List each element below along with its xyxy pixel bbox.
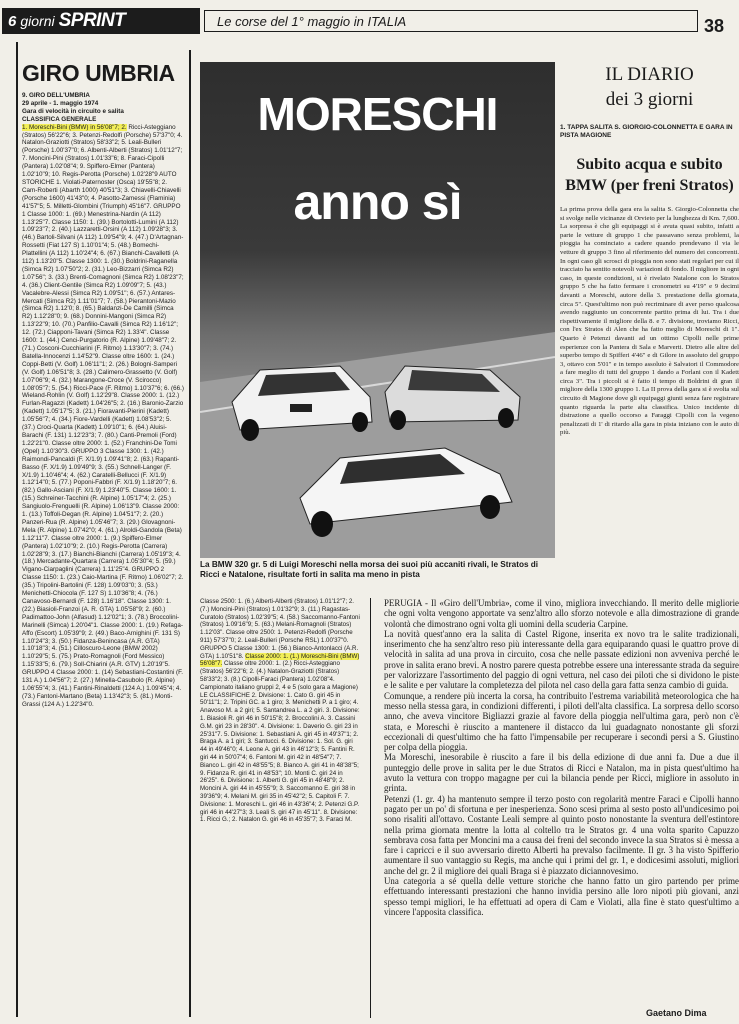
results-list: Ricci-Asteggiano (Stratos) 56'22"6; 3. Petenzi-Redolfi (Porsche) 57'37"0; 4. Natalon-Graziotti (Stratos) 58'33"2; 5. Leali-Bulleri (Porsche) 1.00'37"0; 6. Albenti-Alberti (Stratos) 1.01'12"7; 7. Moncini-Pini (Stratos) 1.01'33"6; 8. Faraci-Cipolli (Pantera) 1.02'08"4; 9. Spiffero-Elmer (Pantera) 1.02'10"9; 10. Regis-Perotta (Porsche) 1.02'28"9 AUTO STORICHE 1. Violati-Paternoster (Osca) 19'55"8; 2. Cam-Roberti (Abarth 1000) 40'51"3; 3. Chiavelli-Chiavelli (Porsche 1600) 41'43"0; 4. Pasotto-Zamessi (Flaminia) 41'57"5; 5. Milletti-Glombini (Triumph) 45'16"7. GRUPPO 1 Classe 1000: 1. (69.) Menestrina-Nardin (A 112) 1.13'25"7. Classe 1150: 1. (39.) Bortolotti-Lumini (A 112) 1.09'23"7; 2. (40.) Lazzaretti-Orsini (A 112) 1.09'28"3; 3. (46.) Bartoli-Silvani (A 112) 1.09'54"9; 4. (47.) D'Artagnan-Rossetti (Fiat 127 S) 1.10'01"4; 5. (48.) Bomechi-Plattellini (A 112) 1.10'24"4; 6. (67.) Bianchi-Cavalletti (A 112) 1.13'20"5. Classe 1300: 1. (30.) Boldrini-Raganella (Simca R2) 1.07'50"2; 2. (31.) Leo-Bizzarri (Simca R2) 1.07'56"; 3. (33.) Brenti-Comagnoni (Simca R2) 1.08'23"7; 4. (36.) Client-Gentile (Simca R2) 1.09'09"7; 5. (43.) Vacalebre-Alessi (Simca R2) 1.09'51"; 6. (57.) Antares-Mercati (Simca R2) 1.11'01"7; 7. (58.) Pierantoni-Mazio (Simca R2) 1.12'0; 8. (65.) Baldanzi-De Camilli (Simca R2) 1.12'28"0; 9. (68.) Donnini-Mangoni (Simca R2) 1.13'22"9; 10. (70.) Panfilio-Cavalli (Simca R2) 1.16'12"; 12. (72.) Ciapponi-Tavani (Simca R2) 1.33'4". Classe 1600: 1. (44.) Cenci-Purgatorio (R. Alpine) 1.09'48"7; 2. (71.) Cosconi-Cucchiarini (F. Ritmo) 1.13'30"7; 3. (74.) Batella-Innocenzi 1.14'52"9. Classe oltre 1600: 1. (24.) Coppi-Betti (V. Golf) 1.06'11"1; 2. (26.) Bologni-Samperi (V. Golf) 1.06'51"8; 3. (28.) Calimero-Grassetto (V. Golf) 1.07'06"9; 4. (32.) Marangone-Croce (V. Scirocco) 1.08'05"7; 5. (54.) Ricci-Pace (F. Ritmo) 1.10'37"6; 6. (66.) Wieland-Rohlin (V. Golf) 1.12'29"8. Classe 2000: 1. (12.) Furlan-Ragazzi (Kadett) 1.04'26"5; 2. (16.) Baronio-Zarzio (Kadett) 1.05'17"5; 3. (21.) Fioravanti-Pierini (Kadett) 1.05'56"7; 4. (34.) Fiore-Vardelli (Kadett) 1.08'53"2; 5. (37.) Croci-Quarta (Kadett) 1.09'10"1; 6. (64.) Aluisi-Barachi (F. 131) 1.12'23"3; 7. (80.) Canti-Premoli (Ford) 1.22'21"0. Classe oltre 2000: 1. (52.) Franchini-De Tomi (Opel) 1.10'30"3. GRUPPO 3 Classe 1300: 1. (42.) Raimondi-Pancaldi (F. X/1.9) 1.09'41"8; 2. (63.) Rapanti-Basso (F. X/1.9) 1.09'49"9; 3. (55.) Schnell-Langer (F. X/1.9) 1.10'46"4; 4. (62.) Caratelli-Bellucci (F. X/1.9) 1.12'14"0; 5. (77.) Poponi-Fabbri (F. X/1.9) 1.18'20"7; 6. (82.) Gallo-Asciani (F. X/1.9) 1.23'40"5. Classe 1600: 1. (15.) Schreiner-Tacchini (R. Alpine) 1.05'17"4; 2. (25.) Sangiuolo-Frenguelli (R. Alpine) 1.06'13"9. Classe 2000: 1. (13.) Toffoli-Degan (R. Alpine) 1.04'51"7; 2. (20.) Panzeri-Rua (R. Alpine) 1.05'46"7; 3. (29.) Glovagnoni-Mela (R. Alpine) 1.07'42"0; 4. (61.) Alroldi-Gandola (Beta) 1.12'11"7. Classe oltre 2000: 1. (9.) Spiffero-Elmer (Pantera) 1.02'10"9; 2. (10.) Regis-Perotta (Carrera) 1.02'28"9; 3. (17.) Bianchi-Bianchi (Carrera) 1.05'19"3; 4. (18.) Mercadante-Quartara (Carrera) 1.05'30"4; 5. (59.) Vigano-Ciarpaglini (Carrera) 1.11'25"4. GRUPPO 2 Classe 1150: 1. (23.) Caio-Martina (F. Ritmo) 1.06'02"7; 2. (35.) Tripolini-Bartolini (F. 128) 1.09'03"0; 3. (53.) Menichetti-Chiocola (F. 127 S) 1.10'36"8; 4. (76.) Canavoso-Bernardi (F. 128) 1.16'18". Classe 1300: 1. (22.) Biasioli-Franzoi (A. R. GTA) 1.05'58"9; 2. (60.) Padimattoo-John (Alfasud) 1.12'02"1; 3. (78.) Broccolini-Marinelli (Simca) 1.20'04"1. Classe 2000: 1. (19.) Refaga-Affo (Escort) 1.05'39"9; 2. (49.) Baco-Arnighini (F. 131 S) 1.10'24"3; 3. (50.) Fidanza-Benincasa (A.R. GTA) 1.10'18"3; 4. (51.) Cilloscuro-Leone (BMW 2002) 1.10'29"5; 5. (75.) Prato-Romagnoli (Ford Messico) 1.15'33"5; 6. (79.) Soll-Chiarini (A.R. GTV) 1.20'19"5. GRUPPO 4 Classe 2000: 1. (14) Sebastiani-Costantini (F. 131 A.) 1.04'56"7; 2. (27.) Minella-Casubolo (R. Alpine) 1.06'55"4; 3. (41.) Fantini-Rinaldetti (124 A.) 1.09'45"4; 4. (73.) Fantoni-Martano (Beta) 1.13'42"3; 5. (81.) Monti-Grassi (124 A.) 1.22'34"0. — [22, 123, 184, 708]
diary-column — [560, 62, 739, 438]
magazine-masthead — [2, 8, 200, 34]
highlight-winner: 1. Moreschi-Bini (BMW) in 56'08"7; 2. — [22, 123, 127, 131]
results-column — [22, 60, 184, 1015]
column-rule-1 — [189, 50, 191, 1017]
cars-illustration — [200, 262, 555, 558]
section-title: Le corse del 1° maggio in ITALIA — [217, 13, 407, 29]
diary-title-1: IL DIARIO — [605, 64, 694, 85]
diary-subheading: 1. TAPPA SALITA S. GIORGIO-COLONNETTA E GARA IN PISTA MAGIONE — [560, 124, 733, 139]
classes-column — [200, 598, 360, 824]
page-number: 38 — [704, 16, 725, 36]
column-rule-2 — [370, 598, 371, 1018]
article-body: PERUGIA - Il «Giro dell'Umbria», come il vino, migliora invecchiando. Il merito delle migliorie che ogni volta vengono apportate va senz'altro allo sforzo notevole e alla dimostrazione di grande volontà che dimostrano ogni volta gli uomini della scuderia Carpine. La novità quest'anno era la salita di Castel Rigone, inserita ex novo tra le salite tradizionali, inserimento che ha senz'altro reso più interessante della gara equiparando quasi le quattro prove di velocità in salita ad una prova in circuito, cosa che nelle passate edizioni non avveniva perché le prove in salita erano brevi. A nostro parere questa potrebbe essere una interessante strada da seguire per valorizzare l'assortimento del paggio di ogni vettura, nel caso dei piloti che si dividono le piste e le salite e per valutare la completezza del pilota nel caso della gara fatta senza cambio di guida. Comunque, a rendere più incerta la corsa, ha contribuito l'estrema variabilità meteorologica che ha messo nella stessa gara, in condizioni differenti, i piloti dell'alta classifica. La sorpresa dello scorso anno, che aveva vincitore Bigliazzi grazie al favore della pioggia nell'ultima gara, però non c'è stata, e Moreschi è riuscito a mantenere il distacco da lui guadagnato nonostante gli sforzi eccezionali di quest'ultimo che ha fatto l'impensabile per recuperare i secondi persi a S. Giustino per colpa della pioggia. Ma Moreschi, inesorabile è riuscito a fare il bis della edizione di due anni fa. Due a due il punteggio delle prove in salita per le due Stratos di Ricci e Natalon, ma in pista quest'ultimo ha avuto la vettura con troppo magagne per cui la bilancia pende per Ricci, migliore in assoluto in grinta. Petenzi (1. gr. 4) ha mantenuto sempre il terzo posto con regolarità mentre Faraci e Cipolli hanno pagato per un po' di sfortuna e per inesperienza. Sono scesi prima al sesto posto all'undicesimo poi sono risaliti all'ottavo. Costante Leali sempre al quinto posto nonostante la sventura dell'estintore nella prima giornata mentre la lotta al coltello tra le Stratos gr. 4 una volta sparito Capuzzo sembrava cosa fatta per Moncini ma a causa dei freni del secondo invece la sua Stratos si è messa a fare i capricci e il suo avversario diretto Alberti ha prevalso facilmente. Il gr. 3 ha visto Spifferio aumentare il suo vantaggio su Regis, ma anche qui i primi del gr. 1, e dodicesimi assoluti, migliori anche del gr. 2 il migliore dei quali Braga si è piazzato diciannovesimo. Una categoria a sé quella delle vetture storiche che hanno fatto un giro partendo per prime effettuando interessanti prestazioni che hanno invidia persino alle loro nipoti più giovani, anzi spesso tempi migliori, le ha effettuati ad opera di Cam e Violati, alla fine è stato quest'ultimo a vincere l'apposita classifica. — [384, 598, 739, 917]
section-header — [204, 10, 698, 32]
event-type: Gara di velocità in circuito e salita — [22, 107, 124, 115]
diary-headline: Subito acqua e subito BMW (per freni Stratos) — [565, 156, 734, 194]
race-photo — [200, 62, 555, 558]
event-dates: 29 aprile - 1. maggio 1974 — [22, 99, 99, 107]
classification-heading: CLASSIFICA GENERALE — [22, 115, 97, 123]
classes-list-a: Classe 2500: 1. (6.) Alberti-Alberti (Stratos) 1.01'12"7; 2. (7.) Moncini-Pini (Stratos) 1.01'32"9; 3. (11.) Ragastas-Curatolo (Stratos) 1.02'39"5; 4. (58.) Saccomanno-Fantoni (Stratos) 1.09'16"9; 5. (63.) Melani-Romagnoli (Stratos) 1.12'03". Classe oltre 2500: 1. Petenzi-Redolfi (Porsche 911) 57'37"0; 2. Leali-Bulleri (Porsche RSL) 1.00'37"0. GRUPPO 5 Classe 1300: 1. (56.) Bianco-Antonlacci (A.R. GTA) 1.10'51"8. — [200, 598, 360, 660]
photo-caption: La BMW 320 gr. 5 di Luigi Moreschi nella morsa dei suoi più accaniti rivali, le Stratos di Ricci e Natalone, risultate forti in salita ma meno in pista — [200, 560, 539, 579]
event-name: 9. GIRO DELL'UMBRIA — [22, 92, 90, 99]
classes-list-b: Classe oltre 2000: 1. (2.) Ricci-Asteggiano (Stratos) 56'22"6; 2. (4.) Natalon-Graziotti (Stratos) 58'33"2; 3. (8.) Cipolli-Faraci (Pantera) 1.02'08"4. Campionato italiano gruppi 2, 4 e 5 (solo gara a Magione) LE CLASSIFICHE 2. Divisione: 1. Cato G. giri 45 in 50'11"1; 2. Tripini GC. a 1 giro; 3. Menichetti P. a 1 giro; 4. Anavoso M. a 2 giri; 5. Santandrea L. a 2 giri. 3. Divisione: 1. Biasioli R. giri 46 in 50'15"8; 2. Broccolini A. 3. Cassini G.M. giri 23 in 28'30". 4. Divisione: 1. Daverio G. giri 23 in 25'31"7. 5. Divisione: 1. Sebastiani A. giri 45 in 49'37"1; 2. Braga A. a 1 giri; 3. Santucci. 6. Divisione: 1. Sol. G. giri 44 in 49'46"0; 4. Leone A. giri 43 in 46'12"3; 5. Fantini R. giri 44 in 50'07"4; 6. Fantoni M. giri 42 in 48'54"7; 7. Bianco L. giri 42 in 48'55"5; 8. Bianco A. giri 41 in 48'38"5; 9. Fidanza R. giri 41 in 48'53"; 10. Monti C. giri 24 in 26'25". 6. Divisione: 1. Alberti G. giri 45 in 48'48"9; 2. Moncini A. giri 44 in 45'55"9; 3. Saccomanno E. giri 38 in 39'36"9; 4. Melani M. giri 35 in 45'42"2; 5. Capitoli F. 7. Divisione: 1. Moreschi L. giri 46 in 43'36"4; 2. Petenzi G.P. giri 46 in 44'27"3; 3. Leali S. giri 47 in 45'11". 8. Divisione: 1. Ricci G.; 2. Natalon G. giri 46 in 45'35"7; 3. Faraci M. — [200, 660, 360, 824]
highlight-class-winner: Classe 2000: 1. (1.) Moreschi-Bini (BMW) 56'08"7. — [200, 652, 360, 668]
headline-2: anno sì — [293, 174, 462, 230]
masthead-giorni: giorni — [20, 13, 55, 29]
diary-body: La prima prova della gara era la salita S. Giorgio-Colonnetta che si svolge nelle vicinanze di Orvieto per la lunghezza di Km. 7,600. La sorpresa è che gli equipaggi si è avuta quasi subito, infatti a parte le vetture di gruppo 1 che passavano senza problemi, la pioggia ha cominciato a cadere quando prendevano il via le vetture di gruppo 3 fino al riferimento del numero dei concorrenti. In ogni caso gli scrosci di pioggia non sono stati regolari per cui il tracciato ha sentito notevoli variazioni di fondo. Il migliore in ogni caso, in queste condizioni, si è rivelato Natalone con lo Stratos gruppo 5 che ha fatto fermare i cronometri su 4'19" e 9 decimi davanti a Moreschi, autore della 3. prestazione della giornata, circa 5". Quest'ultimo non può recriminare di aver perso qualcosa avendo raggiunto un concorrente partito prima di lui. Tra i due rispettivamente il migliore della 8. e 7. divisione, troviamo Ricci, con l'ex Stratos di Alen che ha fatto meglio di Moreschi di 1". Quarto è Petenzi davanti ad un ottimo Cipolli nelle prime esperienze con la Pantera di Sala e Marverti. Dietro alle altre del superbo tempo di Spifferi 4'46" e di Gilore in assoluto del gruppo 3, ottavo con 5'01" e in tempo assoluto è Salvatori il Commodore a fare meglio di tutti del gruppo 1 dando a Forlani con il Kadett circa 3". Tra i piccoli si è fatto il tempo di Boldrini di gran il migliore della 1300 gruppo 1. La II prova della gara si è svolta sul circuito di Magione dove gli equipaggi giunti senza fare registrare quanto riguarda la parte alta classifica. Unico incidente di distrazione a quello occorso a Faraggi Cipolli con la vegeno penalizzati di 1' di ritardo alla gara in pista iniziano con le auto di più. — [560, 206, 739, 437]
masthead-sprint: SPRINT — [58, 10, 126, 31]
column-title: GIRO UMBRIA — [22, 60, 175, 86]
headline-1: MORESCHI — [257, 88, 498, 140]
author-signature: Gaetano Dima — [646, 1008, 707, 1018]
diary-title-2: dei 3 giorni — [605, 89, 694, 110]
column-rule-left — [16, 42, 18, 1017]
masthead-number: 6 — [8, 12, 17, 30]
